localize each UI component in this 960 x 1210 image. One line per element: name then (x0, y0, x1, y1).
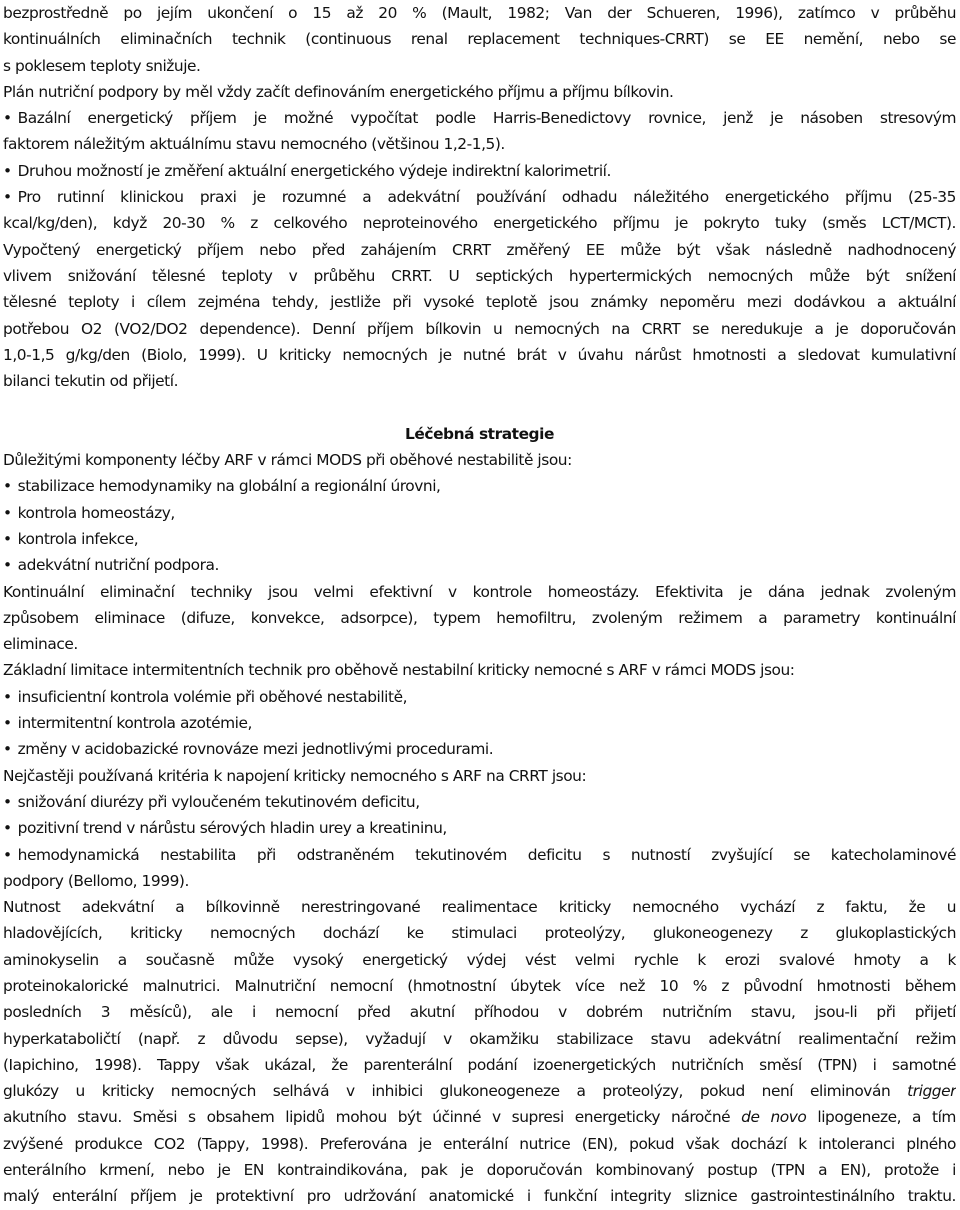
text-line: s poklesem teploty snižuje. (3, 56, 201, 75)
bullet-item (3, 526, 956, 552)
bullet-marker: • (3, 503, 12, 522)
text-line: hyperkataboličtí (např. z důvodu sepse), vyžadují v okamžiku stabilizace stavu adekvátní realimentační režim (3, 1029, 956, 1048)
bullet-item (3, 842, 956, 868)
text-line: bilanci tekutin od přijetí. (3, 372, 179, 391)
italic-term: trigger (907, 1082, 956, 1101)
paragraph-gap (3, 394, 956, 420)
text-line: hladovějících, kriticky nemocných dochází ke stimulaci proteolýzy, glukoneogenezy z glukoplastických (3, 924, 956, 943)
text-line: eliminace. (3, 635, 78, 654)
bullet-marker: • (3, 819, 12, 838)
text-line: Vypočtený energetický příjem nebo před zahájením CRRT změřený EE může být však následně nadhodnocený (3, 240, 956, 259)
bullet-text: stabilizace hemodynamiky na globální a regionální úrovni, (17, 477, 441, 496)
bullet-text: kontrola infekce, (17, 529, 139, 548)
bullet-marker: • (3, 740, 12, 759)
bullet-text: pozitivní trend v nárůstu sérových hladin urey a kreatininu, (17, 819, 447, 838)
text-line: posledních 3 měsíců), ale i nemocní před akutní příhodou v dobrém nutričním stavu, jsou-li při přijetí (3, 1003, 956, 1022)
text-line: vlivem snižování tělesné teploty v průběhu CRRT. U septických hypertermických nemocných může být snížení (3, 266, 956, 285)
bullet-text: snižování diurézy při vyloučeném tekutinovém deficitu, (17, 792, 420, 811)
bullet-item (3, 552, 956, 578)
text-line: proteinokalorické malnutrici. Malnutriční nemocní (hmotnostní úbytek více než 10 % z původní hmotnosti během (3, 976, 956, 995)
text-segment: lipogeneze, a tím (817, 1108, 956, 1127)
bullet-marker: • (3, 109, 12, 128)
text-line: Plán nutriční podpory by měl vždy začít definováním energetického příjmu a příjmu bílkovin. (3, 82, 674, 101)
text-line: Kontinuální eliminační techniky jsou velmi efektivní v kontrole homeostázy. Efektivita je dána jednak zvoleným (3, 582, 956, 601)
bullet-item (3, 815, 956, 841)
bullet-text: Bazální energetický příjem je možné vypočítat podle Harris-Benedictovy rovnice, jenž je násoben stresovým (17, 109, 956, 128)
bullet-text: kontrola homeostázy, (17, 503, 175, 522)
text-line: kcal/kg/den), když 20-30 % z celkového neproteinového energetického příjmu je pokryto tuky (směs LCT/MCT). (3, 214, 956, 233)
text-segment: akutního stavu. Směsi s obsahem lipidů mohou být účinné v supresi energeticky náročné (3, 1108, 731, 1127)
bullet-item (3, 184, 956, 210)
text-line: 1,0-1,5 g/kg/den (Biolo, 1999). U kriticky nemocných je nutné brát v úvahu nárůst hmotnosti a sledovat kumulativní (3, 345, 956, 364)
bullet-item (3, 105, 956, 131)
bullet-marker: • (3, 188, 12, 207)
bullet-marker: • (3, 714, 12, 733)
text-line: (Iapichino, 1998). Tappy však ukázal, že parenterální podání izoenergetických nutričních směsí (TPN) i samotné (3, 1055, 956, 1074)
text-line: aminokyselin a současně může vysoký energetický výdej vést velmi rychle k erozi svalové hmoty a k (3, 950, 956, 969)
bullet-item (3, 500, 956, 526)
text-line: Nejčastěji používaná kritéria k napojení kriticky nemocného s ARF na CRRT jsou: (3, 766, 587, 785)
text-line: malý enterální příjem je protektivní pro udržování anatomické i funkční integrity sliznice gastrointestinálního traktu. (3, 1187, 956, 1206)
text-line: potřebou O2 (VO2/DO2 dependence). Denní příjem bílkovin u nemocných na CRRT se neredukuje a je doporučován (3, 319, 956, 338)
bullet-marker: • (3, 687, 12, 706)
text-line: Nutnost adekvátní a bílkovinně nerestringované realimentace kriticky nemocného vychází z faktu, že u (3, 898, 956, 917)
text-line: Základní limitace intermitentních technik pro oběhově nestabilní kriticky nemocné s ARF v rámci MODS jsou: (3, 661, 795, 680)
text-line: Důležitými komponenty léčby ARF v rámci MODS při oběhové nestabilitě jsou: (3, 451, 572, 470)
bullet-marker: • (3, 792, 12, 811)
bullet-text: intermitentní kontrola azotémie, (17, 714, 252, 733)
text-line: kontinuálních eliminačních technik (continuous renal replacement techniques-CRRT) se EE nemění, nebo se (3, 30, 956, 49)
bullet-marker: • (3, 161, 12, 180)
text-line: bezprostředně po jejím ukončení o 15 až 20 % (Mault, 1982; Van der Schueren, 1996), zatímco v průběhu (3, 4, 956, 22)
text-line: enterálního krmení, nebo je EN kontraindikována, pak je doporučován kombinovaný postup (TPN a EN), protože i (3, 1161, 956, 1180)
text-segment: glukózy u kriticky nemocných selhává v inhibici glukoneogeneze a proteolýzy, pokud není eliminován (3, 1082, 891, 1101)
bullet-item (3, 684, 956, 710)
bullet-item (3, 473, 956, 499)
text-line: podpory (Bellomo, 1999). (3, 871, 189, 890)
bullet-marker: • (3, 556, 12, 575)
text-line: způsobem eliminace (difuze, konvekce, adsorpce), typem hemofiltru, zvoleným režimem a parametry kontinuální (3, 608, 956, 627)
bullet-item (3, 158, 956, 184)
bullet-marker: • (3, 477, 12, 496)
text-line: faktorem náležitým aktuálnímu stavu nemocného (většinou 1,2-1,5). (3, 135, 505, 154)
text-line (3, 1104, 956, 1130)
bullet-text: adekvátní nutriční podpora. (17, 556, 219, 575)
bullet-item (3, 789, 956, 815)
text-line: zvýšené produkce CO2 (Tappy, 1998). Preferována je enterální nutrice (EN), pokud však dochází k intoleranci plného (3, 1134, 956, 1153)
text-line (3, 1078, 956, 1104)
italic-term: de novo (741, 1108, 807, 1127)
text-line: tělesné teploty i cílem zejména tehdy, jestliže při vysoké teplotě jsou známky nepoměru mezi dodávkou a aktuální (3, 293, 956, 312)
section-heading: Léčebná strategie (405, 424, 554, 443)
bullet-item (3, 710, 956, 736)
bullet-text: Druhou možností je změření aktuální energetického výdeje indirektní kalorimetrií. (17, 161, 611, 180)
bullet-text: Pro rutinní klinickou praxi je rozumné a adekvátní používání odhadu náležitého energetického příjmu (25-35 (17, 188, 956, 207)
bullet-marker: • (3, 845, 12, 864)
bullet-text: hemodynamická nestabilita při odstraněném tekutinovém deficitu s nutností zvyšující se katecholaminové (17, 845, 956, 864)
bullet-marker: • (3, 529, 12, 548)
bullet-item (3, 736, 956, 762)
bullet-text: změny v acidobazické rovnováze mezi jednotlivými procedurami. (17, 740, 494, 759)
bullet-text: insuficientní kontrola volémie při oběhové nestabilitě, (17, 687, 408, 706)
